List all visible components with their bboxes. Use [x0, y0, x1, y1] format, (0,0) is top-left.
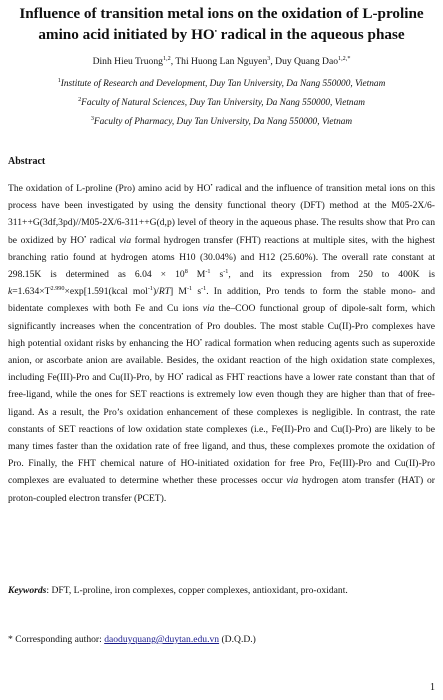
affiliation-text: Faculty of Natural Sciences, Duy Tan University, Da Nang 550000, Vietnam: [81, 98, 365, 108]
abstract-body: The oxidation of L-proline (Pro) amino acid by HO• radical and the influence of transition metal ions on this process have been investigated by using the density functional theory (DFT) method at the M05-2X/6-311++G(3df,3pd)//M05-2X/6-311++G(d,p) level of theory in the aqueous phase. The results show that Pro can be oxidized by HO• radical via formal hydrogen transfer (FHT) reactions at multiple sites, with the highest branching ratio found at hydrogen atoms H10 (30.04%) and H12 (25.60%). The overall rate constant at 298.15K is determined as $6.04 \times 10^8$ $M^{-1}$ $s^{-1}$, and its expression from 250 to 400K is $k=1.634\times T^{2.990}\times\exp[1.591(kcal$ mol$^{-1}$)/RT] $M^{-1}$ $s^{-1}$. In addition, Pro tends to form the stable mono- and bidentate complexes with both Fe and Cu ions via the–COO functional group of dipole-salt form, which significantly increases when the concentration of Pro doubles. The most stable Cu(II)-Pro complexes have high potential oxidant risks by enhancing the HO• radical formation when reducing agents such as superoxide anion, or ascorbate anion are available. Besides, the oxidant reaction of the high oxidation state complexes, including Fe(III)-Pro and Cu(II)-Pro, by HO• radical as FHT reactions have a lower rate constant than that of free-ligand, while the ones for SET reactions is extremely low even though they are higher than that of free-ligand. As a result, the Pro’s oxidation enhancement of these complexes is negligible. In contrast, the rate constants of SET reactions of low oxidation state complexes (i.e., Fe(II)-Pro and Cu(I)-Pro) are likely to be many times faster than the oxidation rate of free ligand, and thus, these complexes promote the oxidation of Pro. Finally, the FHT chemical nature of HO-initiated oxidation for free Pro, Fe(III)-Pro and Cu(II)-Pro complexes are evaluated to determine whether these processes occur via hydrogen atom transfer (HAT) or proton-coupled electron transfer (PCET).: [8, 181, 436, 504]
affiliation-3: [0, 114, 443, 127]
affiliation-2: [0, 95, 443, 108]
author-affiliation-marker: 3: [267, 54, 271, 62]
keywords-label: Keywords: [8, 585, 47, 596]
author-affiliation-marker: 1,2: [162, 54, 171, 62]
keywords-text: : DFT, L-proline, iron complexes, copper complexes, antioxidant, pro-oxidant.: [46, 585, 348, 596]
abstract-heading: Abstract: [8, 156, 46, 167]
paper-title: Influence of transition metal ions on the oxidation of L-proline amino acid initiated by HO• radical in the aqueous phase: [19, 5, 424, 43]
affiliation-text: Faculty of Pharmacy, Duy Tan University, Da Nang 550000, Vietnam: [93, 117, 353, 127]
corresponding-author-note: * Corresponding author: daoduyquang@duytan.edu.vn (D.Q.D.): [8, 634, 256, 645]
author-list: Dinh Hieu Truong$^{1,2}$, Thi Huong Lan Nguyen$^3$, Duy Quang Dao$^{1,2,*}$: [92, 54, 351, 67]
page-number: 1: [430, 682, 435, 693]
affiliation-text: Institute of Research and Development, Duy Tan University, Da Nang 550000, Vietnam: [60, 79, 386, 89]
author-name: Dinh Hieu Truong: [92, 56, 163, 67]
affiliation-number: 2: [78, 95, 82, 103]
affiliation-number: 3: [90, 114, 94, 122]
author-name: Duy Quang Dao: [275, 56, 339, 67]
keywords: [8, 585, 435, 596]
author-name: Thi Huong Lan Nguyen: [175, 56, 268, 67]
author-email-link[interactable]: daoduyquang@duytan.edu.vn: [104, 634, 220, 645]
affiliation-number: 1: [57, 76, 61, 84]
affiliation-1: [0, 76, 443, 89]
author-affiliation-marker: 1,2,*: [338, 54, 351, 62]
